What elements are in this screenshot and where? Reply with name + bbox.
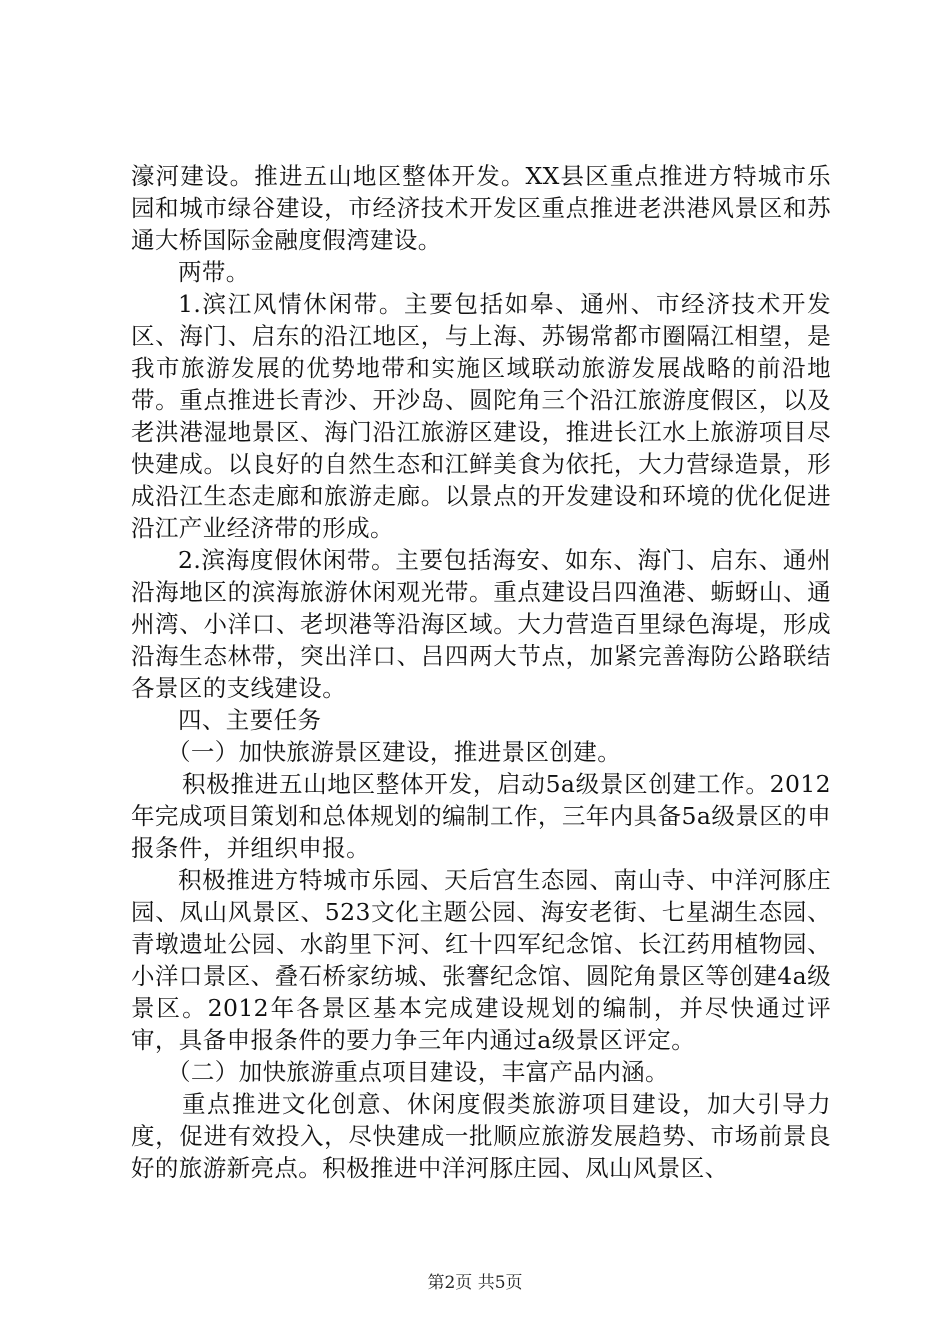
subheading-key-projects: （二）加快旅游重点项目建设，丰富产品内涵。 [167, 1058, 669, 1086]
paragraph-4a-creation: 积极推进方特城市乐园、天后宫生态园、南山寺、中洋河豚庄园、凤山风景区、523文化主题公园、海安老街、七星湖生态园、青墩遗址公园、水韵里下河、红十四军纪念馆、长江药用植物园、小洋口景区、叠石桥家纺城、张謇纪念馆、圆陀角景区等创建4a级景区。2012年各景区基本完成建设规划的编制，并尽快通过评审，具备申报条件的要力争三年内通过a级景区评定。 [131, 866, 831, 1054]
paragraph-continuation: 濠河建设。推进五山地区整体开发。XX县区重点推进方特城市乐园和城市绿谷建设，市经济技术开发区重点推进老洪港风景区和苏通大桥国际金融度假湾建设。 [131, 162, 831, 254]
paragraph-key-projects: 重点推进文化创意、休闲度假类旅游项目建设，加大引导力度，促进有效投入，尽快建成一批顺应旅游发展趋势、市场前景良好的旅游新亮点。积极推进中洋河豚庄园、凤山风景区、 [131, 1090, 831, 1182]
paragraph-coastal-belt: 2.滨海度假休闲带。主要包括海安、如东、海门、启东、通州沿海地区的滨海旅游休闲观光带。重点建设吕四渔港、蛎蚜山、通州湾、小洋口、老坝港等沿海区域。大力营造百里绿色海堤，形成沿海生态林带，突出洋口、吕四两大节点，加紧完善海防公路联结各景区的支线建设。 [131, 546, 831, 702]
paragraph-riverside-belt: 1.滨江风情休闲带。主要包括如皋、通州、市经济技术开发区、海门、启东的沿江地区，与上海、苏锡常都市圈隔江相望，是我市旅游发展的优势地带和实施区域联动旅游发展战略的前沿地带。重点推进长青沙、开沙岛、圆陀角三个沿江旅游度假区，以及老洪港湿地景区、海门沿江旅游区建设，推进长江水上旅游项目尽快建成。以良好的自然生态和江鲜美食为依托，大力营绿造景，形成沿江生态走廊和旅游走廊。以景点的开发建设和环境的优化促进沿江产业经济带的形成。 [131, 290, 831, 542]
subheading-scenic-construction: （一）加快旅游景区建设，推进景区创建。 [167, 738, 622, 766]
section-heading-main-tasks: 四、主要任务 [178, 706, 322, 734]
paragraph-5a-creation: 积极推进五山地区整体开发，启动5a级景区创建工作。2012年完成项目策划和总体规划的编制工作，三年内具备5a级景区的申报条件，并组织申报。 [131, 770, 831, 862]
page-footer-page-number: 第2页 共5页 [427, 1273, 523, 1293]
document-body [131, 160, 831, 1184]
paragraph-two-belts-heading: 两带。 [178, 258, 250, 286]
